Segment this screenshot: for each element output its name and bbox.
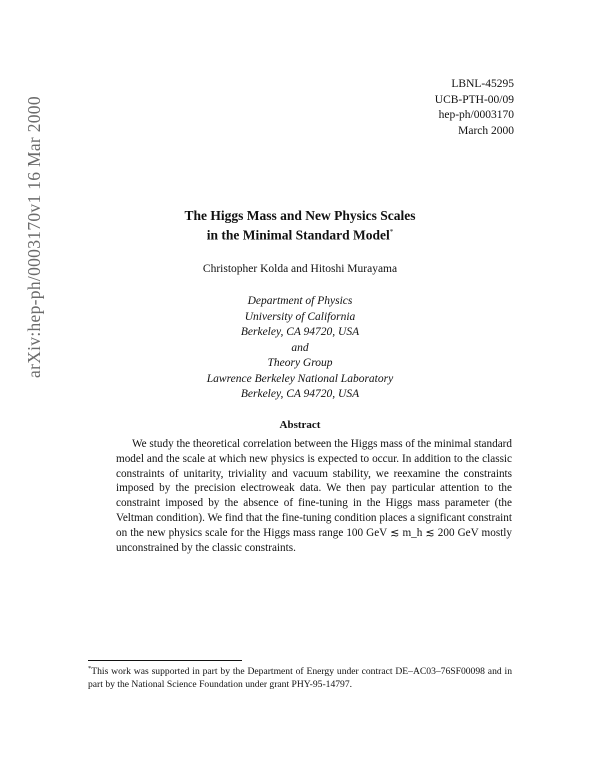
affiliation-group: Theory Group [267, 357, 333, 369]
report-date: March 2000 [458, 124, 514, 137]
affiliation [0, 294, 600, 403]
title-footnote-mark: * [389, 228, 394, 236]
footnote-mark: * [88, 665, 92, 672]
title-line-2 [0, 224, 600, 244]
abstract-body [116, 437, 512, 555]
report-id-hep-ph: hep-ph/0003170 [438, 109, 514, 121]
footnote [88, 663, 512, 691]
title-line-1: The Higgs Mass and New Physics Scales [184, 208, 416, 223]
abstract-heading: Abstract [279, 419, 321, 431]
report-id-ucb: UCB-PTH-00/09 [434, 93, 514, 106]
footnote-rule [88, 660, 242, 661]
report-ids [435, 77, 514, 139]
report-id-lbnl: LBNL-45295 [451, 78, 514, 90]
authors: Christopher Kolda and Hitoshi Murayama [202, 263, 398, 275]
arxiv-stamp-text: arXiv:hep-ph/0003170v1 16 Mar 2000 [24, 96, 44, 378]
affiliation-lab: Lawrence Berkeley National Laboratory [206, 372, 394, 385]
affiliation-address-1: Berkeley, CA 94720, USA [240, 326, 360, 338]
title-line-2-text: in the Minimal Standard Model [206, 227, 390, 243]
paper-title [0, 207, 600, 244]
affiliation-department: Department of Physics [247, 295, 353, 307]
abstract-paragraph: We study the theoretical correlation between the Higgs mass of the minimal standard model and the scale at which new physics is expected to occur. In addition to the classic constraints of unitarity, triviality and vacuum stability, we reexamine the constraints imposed by the precision electroweak data. We then pay particular attention to the constraint imposed by the absence of fine-tuning in the Higgs mass parameter (the Veltman condition). We find that the fine-tuning condition places a significant constraint on the new physics scale for the Higgs mass range 100 GeV ≲ m_h ≲ 200 GeV mostly unconstrained by the classic constraints. [116, 438, 512, 554]
affiliation-address-2: Berkeley, CA 94720, USA [240, 388, 360, 400]
affiliation-university: University of California [244, 310, 356, 323]
affiliation-and: and [291, 341, 309, 354]
footnote-text: This work was supported in part by the Department of Energy under contract DE–AC03–76SF00098 and in part by the National Science Foundation under grant PHY-95-14797. [88, 666, 512, 690]
